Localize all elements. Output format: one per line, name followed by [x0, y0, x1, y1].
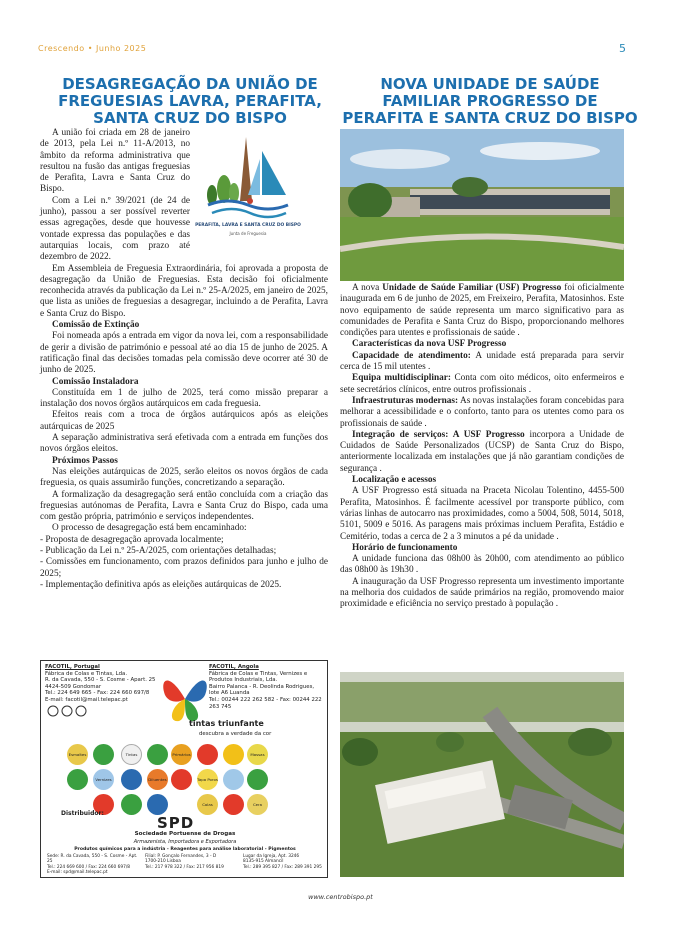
paragraph: A inauguração da USF Progresso representa um investimento importante na melhoria dos cuidados de saúde primários na região, promovendo maior proximidade e eficiência no serviço prestado à população .: [340, 576, 624, 610]
paragraph: Nas eleições autárquicas de 2025, serão eleitos os novos órgãos de cada freguesia, os quais assumirão funções, concretizando a separação.: [40, 466, 328, 489]
tintas-brand: tintas triunfante: [189, 719, 264, 728]
ad-line: Produtos Industriais, Lda.: [209, 677, 278, 684]
ad-line: 1700-210 Lisboa: [145, 859, 181, 865]
paragraph: O processo de desagregação está bem encaminhado:: [52, 523, 247, 534]
ad-line: Tel.: 224 669 600 / Fax: 224 660 697/8: [47, 864, 131, 870]
product-cell: Primários: [171, 744, 192, 765]
text-run: Conta com oito médicos, oito enfermeiros e sete secretários clínicos, entre outros profissionais .: [340, 373, 624, 395]
ad-line: Lugar da Igreja, Apt. 3246: [243, 854, 300, 859]
product-cell: Tintas: [121, 744, 142, 765]
ad-line: Fábrica de Colas e Tintas, Vernizes e: [209, 670, 308, 677]
spd-tagline: Armazenista, Importadora e Exportadora: [133, 839, 237, 845]
distributor-label: Distribuidor:: [61, 810, 104, 817]
page-number: 5: [619, 42, 626, 55]
text-run: A nova: [352, 283, 383, 293]
usf-building-illustration: [340, 129, 624, 281]
footer-url: www.centrobispo.pt: [308, 893, 373, 901]
subheading: Comissão de Extinção: [52, 320, 140, 331]
ad-line: E-mail: facotil@mail.telepac.pt: [45, 696, 128, 703]
subheading: Horário de funcionamento: [352, 542, 458, 553]
ad-line: R. da Cavada, 550 - S. Cosme - Apart. 25: [45, 677, 156, 684]
text-run: foi oficialmente inaugurada em 6 de junho de 2025, em Freixeiro, Perafita, Matosinhos. Este novo equipamento de saúde representa um marco significativo para as comunidades de Perafita e Santa Cruz do Bispo, proporcionando melhores condições para utentes e profissionais de saúde .: [340, 283, 624, 339]
text-run: incorpora a Unidade de Cuidados de Saúde Personalizados (UCSP) de Santa Cruz do Bispo, anteriormente localizada em instalações que já não garantiam condições de segurança .: [340, 429, 624, 474]
spd-address-almancil: [243, 854, 327, 870]
spd-products: Produtos químicos para a indústria - Reagentes para análise laboratorial - Pigmentos: [74, 847, 296, 852]
paragraph: A formalização da desagregação será então concluída com a criação das freguesias autónomas de Perafita, Lavra e Santa Cruz do Bispo, cada uma com gestão própria, património e serviços independentes.: [40, 489, 328, 523]
text-run: Capacidade de atendimento:: [352, 350, 471, 361]
paragraph: [340, 373, 624, 396]
product-cell: Esmaltes: [67, 744, 88, 765]
product-cell: Massas: [247, 744, 268, 765]
ad-line: Tel.: 00244 222 262 582 - Fax: 00244 222 263 745: [209, 696, 322, 710]
ad-line: Bairro Palanca - R. Deolinda Rodrigues,: [209, 683, 315, 690]
paragraph: Foi nomeada após a entrada em vigor da nova lei, com a responsabilidade de gerir a divisão de património e pessoal até ao dia 15 de junho de 2025. A ratificação final das decisões tomadas pela comissão deve ocorrer até 30 de junho de 2025.: [40, 331, 328, 376]
facotil-advertisement: [40, 660, 328, 878]
list-item: - Comissões em funcionamento, com prazos definidos para junho e julho de 2025;: [40, 557, 328, 579]
usf-aerial-illustration: [340, 672, 624, 877]
logo-subcaption: Junta de Freguesia: [229, 231, 267, 236]
paragraph: A unidade funciona das 08h00 às 20h00, com atendimento ao público das 08h00 às 19h30 .: [340, 554, 624, 576]
ad-company-title: FACOTIL, Portugal: [45, 664, 100, 670]
certification-badges-icon: [47, 705, 87, 717]
text-run: A USF Progresso: [448, 429, 525, 440]
list-item: - Publicação da Lei n.º 25-A/2025, com orientações detalhadas;: [40, 545, 277, 556]
product-cell: Vernizes: [93, 769, 114, 790]
subheading: Comissão Instaladora: [52, 376, 139, 387]
list-item: - Implementação definitiva após as eleições autárquicas de 2025.: [40, 579, 282, 590]
subheading: Próximos Passos: [52, 455, 118, 466]
ad-line: 4424-509 Gondomar: [45, 683, 102, 690]
paragraph: [340, 283, 624, 339]
tintas-slogan: descubra a verdade da cor: [199, 731, 272, 737]
text-run: Equipa multidisciplinar:: [352, 373, 452, 384]
text-run: Infraestruturas modernas:: [352, 395, 459, 406]
left-article-title: DESAGREGAÇÃO DA UNIÃO DE FREGUESIAS LAVRA, PERAFITA, SANTA CRUZ DO BISPO: [58, 75, 322, 127]
spd-company-name: Sociedade Portuense de Drogas: [134, 831, 236, 837]
paragraph: A união foi criada em 28 de janeiro de 2013, pela Lei n.º 11-A/2013, no âmbito da reforma administrativa que resultou na fusão das antigas freguesias de Perafita, Lavra e Santa Cruz do Bispo.: [40, 128, 190, 195]
right-article-title: NOVA UNIDADE DE SAÚDE FAMILIAR PROGRESSO DE PERAFITA E SANTA CRUZ DO BISPO: [342, 75, 638, 127]
paragraph: [340, 351, 624, 374]
usf-building-photo: [340, 129, 624, 281]
text-run: As novas instalações foram concebidas para melhorar a acessibilidade e o conforto, tanto para os utentes como para os profissionais de saúde .: [340, 395, 624, 429]
product-cell: Diluentes: [147, 769, 168, 790]
ad-line: Tel.: 217 978 322 / Fax: 217 956 819: [145, 864, 224, 870]
product-cell: Tapa Poros: [197, 769, 218, 790]
text-run: A unidade está preparada para servir cerca de 15 mil utentes .: [340, 350, 624, 373]
subheading: Localização e acessos: [352, 475, 437, 486]
product-cell: Colas: [197, 794, 218, 815]
spd-address-hq: [47, 854, 143, 875]
facotil-portugal-block: [45, 664, 175, 704]
ad-line: Tel.: 289 395 827 / Fax: 289 391 295: [243, 864, 322, 870]
text-run: Integração de serviços:: [352, 429, 449, 440]
usf-aerial-photo: [340, 672, 624, 877]
right-article-body: [340, 283, 624, 611]
subheading: Características da nova USF Progresso: [352, 339, 507, 350]
running-header: Crescendo • Junho 2025: [38, 44, 147, 53]
ad-line: Fábrica de Colas e Tintas, Lda.: [45, 670, 128, 677]
paragraph: [340, 430, 624, 475]
list-item: - Proposta de desagregação aprovada localmente;: [40, 534, 224, 545]
facotil-angola-block: [209, 664, 327, 710]
logo-caption: PERAFITA, LAVRA E SANTA CRUZ DO BISPO: [195, 223, 301, 228]
paragraph: Com a Lei n.º 39/2021 (de 24 de junho), passou a ser possível reverter essas agregações, desde que houvesse vontade expressa das populações e das autarquias locais, com prazo até dezembro de 2022.: [40, 195, 190, 263]
paragraph: Constituída em 1 de julho de 2025, terá como missão preparar a instalação dos novos órgãos autárquicos em cada freguesia.: [40, 387, 328, 410]
paragraph: Em Assembleia de Freguesia Extraordinária, foi aprovada a proposta de desagregação da União de Freguesias. Esta decisão foi oficialmente reconhecida através da publicação da Lei n.º 25-A/2025, em janeiro de 2025, que lista as uniões de freguesias a desagregar, incluindo a de Perafita, Lavra e Santa Cruz do Bispo.: [40, 263, 328, 319]
ad-line: lote A6 Luanda: [209, 690, 250, 697]
ad-line: 8135-915 Almancil: [243, 859, 284, 865]
ad-line: E-mail: spd@mail.telepac.pt: [47, 869, 108, 875]
paragraph: A separação administrativa será efetivada com a entrada em funções dos novos órgãos eleitos.: [40, 433, 328, 455]
spd-address-lisboa: [145, 854, 241, 870]
product-cell: Cera: [247, 794, 268, 815]
paragraph: Efeitos reais com a troca de órgãos autárquicos após as eleições autárquicas de 2025: [40, 410, 328, 432]
paragraph: A USF Progresso está situada na Praceta Nicolau Tolentino, 4455-500 Perafita, Matosinhos. É facilmente acessível por transporte público, com várias linhas de autocarro nas proximidades, como a 5004, 508, 5014, 5018, 5101, 5009 e 5016. As paragens mais próximas incluem Perafita, Estádio e Cemitério, todas a cerca de 2 a 3 minutos a pé da unidade .: [340, 486, 624, 542]
left-article-body: [40, 128, 328, 591]
text-run: Unidade de Saúde Familiar (USF) Progresso: [382, 283, 562, 293]
ad-company-title: FACOTIL, Angola: [209, 664, 259, 670]
ad-line: Sede: R. da Cavada, 550 - S. Cosme - Apt. 25: [47, 854, 138, 865]
spd-logo: SPD: [157, 814, 195, 832]
paragraph: [340, 396, 624, 430]
ad-line: Filial: P. Gonçalo Fernandes, 3 - D: [145, 854, 217, 859]
ad-line: Tel.: 224 649 665 - Fax: 224 660 697/8: [45, 690, 150, 697]
